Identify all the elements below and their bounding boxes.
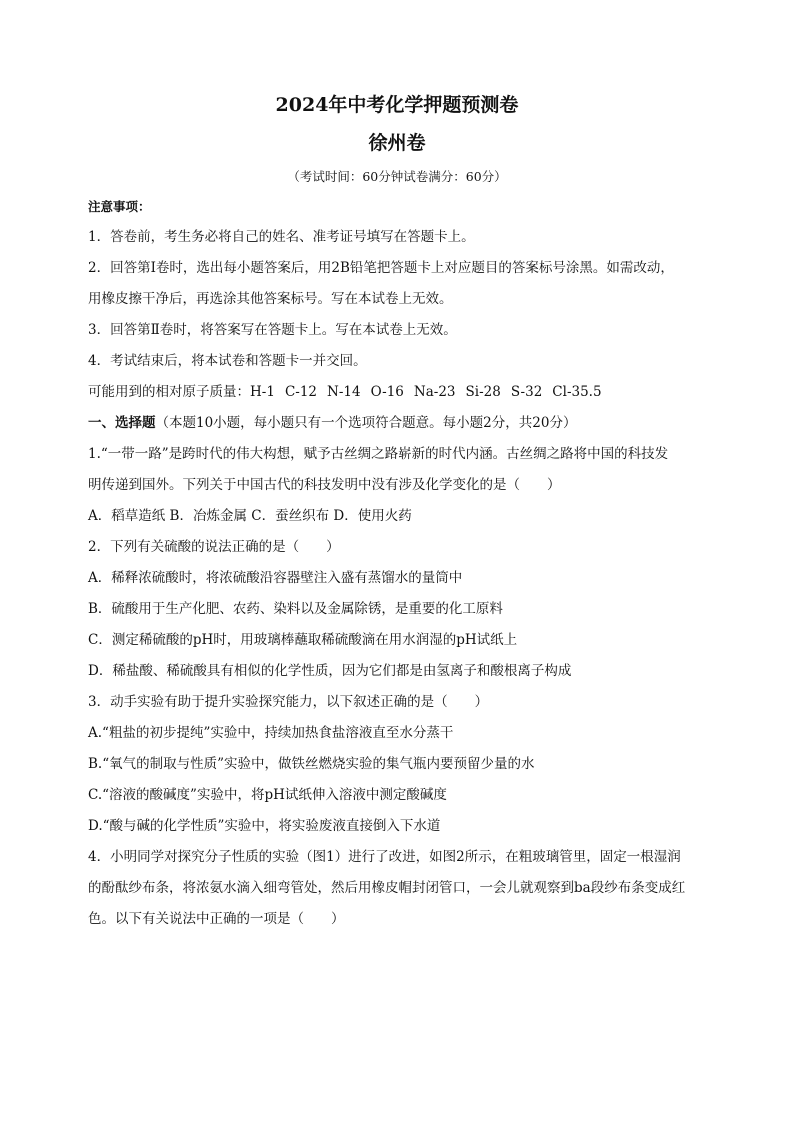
question-option: C.“溶液的酸碱度”实验中，将pH试纸伸入溶液中测定酸碱度 [88,787,447,803]
atomic-mass-value: Si-28 [465,384,501,400]
atomic-mass-value: O-16 [370,384,404,400]
question-stem-line: 色。以下有关说法中正确的一项是（ ） [88,911,345,927]
question-options: A．稻草造纸 B．冶炼金属 C．蚕丝织布 D．使用火药 [88,508,412,524]
question-option: A.“粗盐的初步提纯”实验中，持续加热食盐溶液直至水分蒸干 [88,725,454,741]
question-stem-line: 4．小明同学对探究分子性质的实验（图1）进行了改进，如图2所示，在粗玻璃管里，固定一根湿润 [88,849,681,865]
atomic-mass-value: S-32 [510,384,543,400]
question-1 [88,439,706,532]
question-stem-line: 明传递到国外。下列关于中国古代的科技发明中没有涉及化学变化的是（ ） [88,477,561,493]
exam-subtitle: 徐州卷 [368,132,426,154]
atomic-mass-line [88,377,706,408]
note-item: 用橡皮擦干净后，再选涂其他答案标号。写在本试卷上无效。 [88,291,453,307]
note-item: 3．回答第Ⅱ卷时，将答案写在答题卡上。写在本试卷上无效。 [88,322,457,338]
note-item: 2．回答第Ⅰ卷时，选出每小题答案后，用2B铅笔把答题卡上对应题目的答案标号涂黑。如需改动， [88,260,674,276]
question-3 [88,687,706,842]
note-item: 4．考试结束后，将本试卷和答题卡一并交回。 [88,353,367,369]
question-4 [88,842,706,935]
question-option: D.“酸与碱的化学性质”实验中，将实验废液直接倒入下水道 [88,818,441,834]
notes-section [88,196,706,377]
question-stem: 2．下列有关硫酸的说法正确的是（ ） [88,539,340,555]
exam-time-score-info: （考试时间：60分钟试卷满分：60分） [287,169,507,184]
question-2 [88,532,706,687]
atomic-mass-value: H-1 [250,384,275,400]
atomic-mass-value: Na-23 [413,384,456,400]
section-one-heading: 一、选择题 [88,415,156,431]
atomic-mass-label: 可能用到的相对原子质量： [88,384,250,400]
atomic-mass-value: Cl-35.5 [552,384,602,400]
question-stem-line: 的酚酞纱布条，将浓氨水滴入细弯管处，然后用橡皮帽封闭管口，一会儿就观察到ba段纱布条变成红 [88,880,686,896]
atomic-mass-value: C-12 [284,384,318,400]
question-option: D．稀盐酸、稀硫酸具有相似的化学性质，因为它们都是由氢离子和酸根离子构成 [88,663,572,679]
note-item: 1．答卷前，考生务必将自己的姓名、准考证号填写在答题卡上。 [88,229,475,245]
question-option: B.“氧气的制取与性质”实验中，做铁丝燃烧实验的集气瓶内要预留少量的水 [88,756,535,772]
question-stem: 3．动手实验有助于提升实验探究能力，以下叙述正确的是（ ） [88,694,489,710]
notes-heading: 注意事项： [88,199,151,214]
atomic-mass-value: N-14 [327,384,361,400]
question-option: B．硫酸用于生产化肥、农药、染料以及金属除锈，是重要的化工原料 [88,601,503,617]
section-one-header [88,408,706,439]
question-option: C．测定稀硫酸的pH时，用玻璃棒蘸取稀硫酸滴在用水润湿的pH试纸上 [88,632,518,648]
question-stem-line: 1.“一带一路”是跨时代的伟大构想，赋予古丝绸之路崭新的时代内涵。古丝绸之路将中国的科技发 [88,446,669,462]
exam-title: 2024年中考化学押题预测卷 [275,94,519,116]
question-option: A．稀释浓硫酸时，将浓硫酸沿容器壁注入盛有蒸馏水的量筒中 [88,570,463,586]
section-one-description: （本题10小题，每小题只有一个选项符合题意。每小题2分，共20分） [155,415,577,431]
